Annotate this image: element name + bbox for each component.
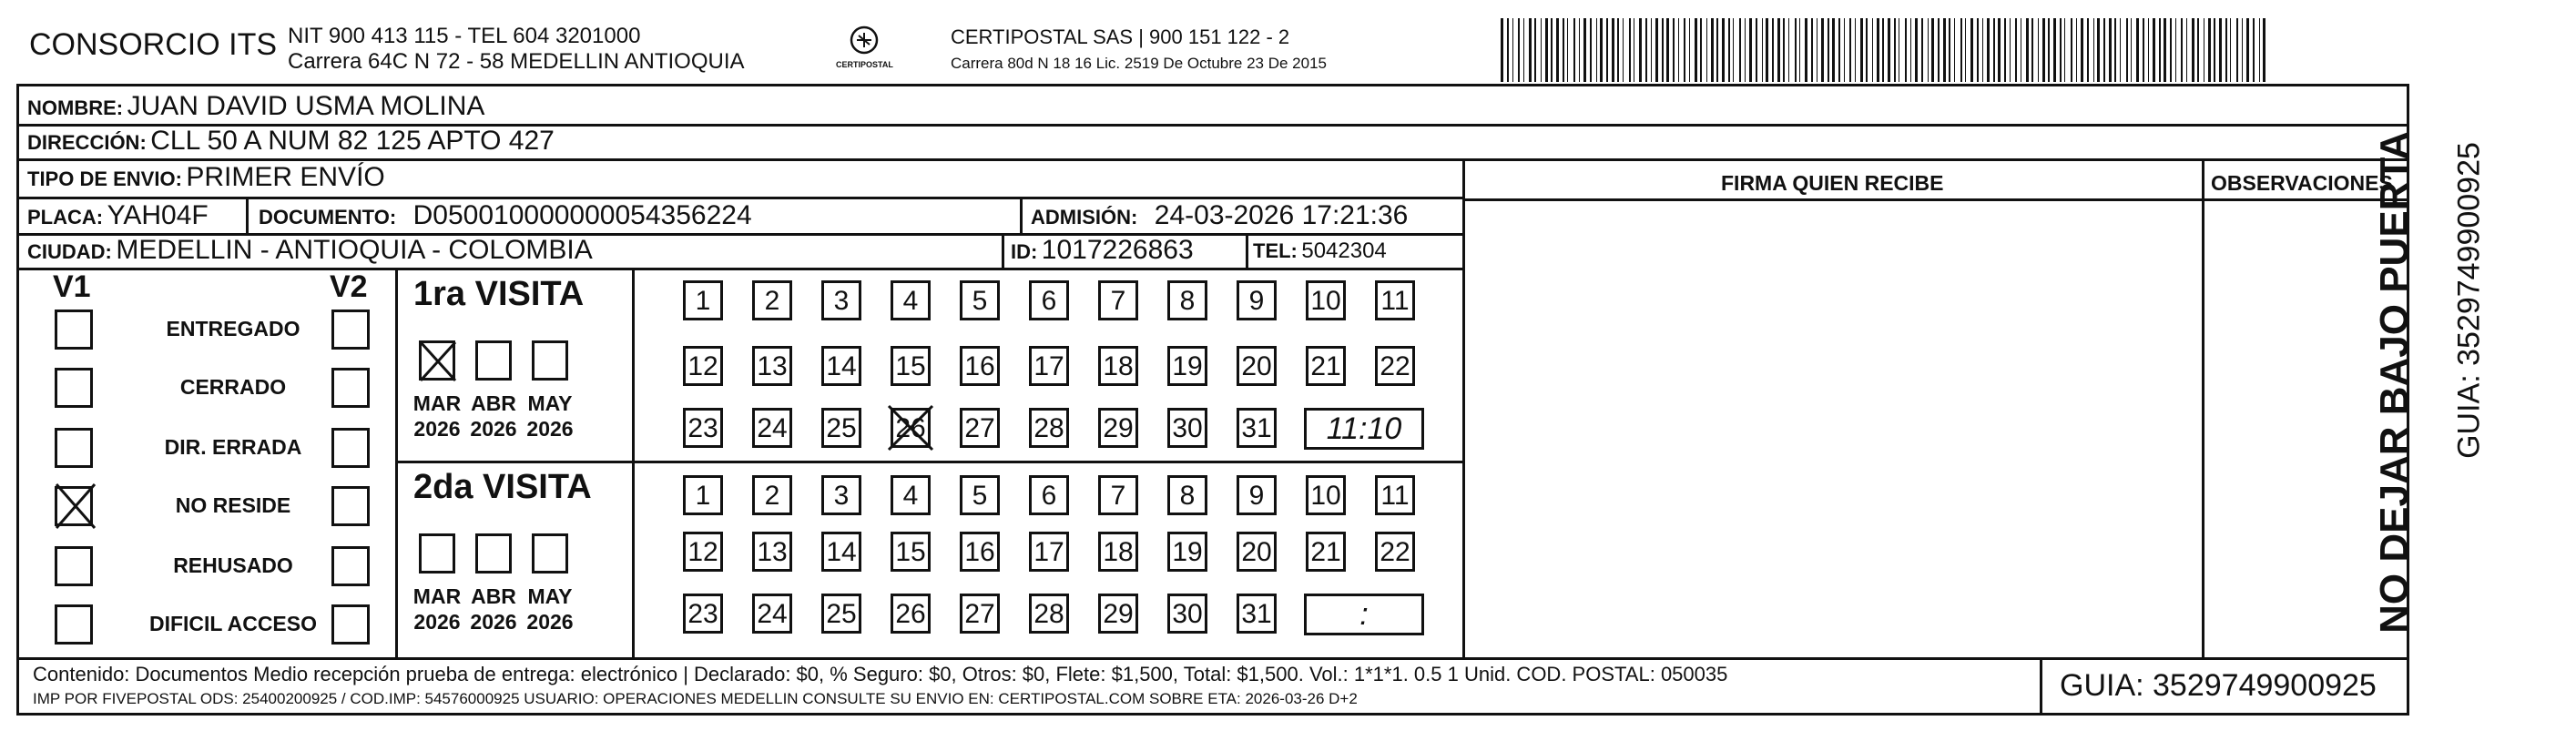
barcode-bar	[2126, 18, 2128, 82]
visit2-month-year: 2026	[470, 610, 517, 634]
barcode-bar	[1623, 18, 1624, 82]
visit1-day-30[interactable]: 30	[1167, 408, 1207, 448]
barcode-bar	[2259, 18, 2260, 82]
footer-line2: IMP POR FIVEPOSTAL ODS: 25400200925 / COD.IMP: 54576000925 USUARIO: OPERACIONES MEDELLIN CONSULTE SU ENVIO EN: CERTIPOSTAL.COM SOBRE ETA: 2026-03-26 D+2	[33, 690, 1358, 707]
barcode-bar	[2131, 18, 2132, 82]
barcode-bar	[2214, 18, 2215, 82]
status-v1-checkbox[interactable]	[55, 428, 93, 468]
tel-row	[1253, 239, 1387, 264]
status-v2-checkbox[interactable]	[331, 604, 370, 645]
barcode-bar	[1678, 18, 1679, 82]
visit2-day-30[interactable]: 30	[1167, 594, 1207, 634]
visit2-day-18[interactable]: 18	[1098, 532, 1138, 572]
visit2-day-16[interactable]: 16	[960, 532, 1000, 572]
visit1-day-20[interactable]: 20	[1237, 346, 1277, 386]
visit1-day-25[interactable]: 25	[821, 408, 861, 448]
visit1-day-13[interactable]: 13	[752, 346, 792, 386]
visit2-day-27[interactable]: 27	[960, 594, 1000, 634]
barcode-bar	[2076, 18, 2077, 82]
barcode-bar	[1910, 18, 1911, 82]
visit1-month-label: MAY	[527, 391, 573, 415]
ciudad-value: MEDELLIN - ANTIOQUIA - COLOMBIA	[116, 235, 593, 265]
visit2-day-13[interactable]: 13	[752, 532, 792, 572]
placa-row	[27, 200, 209, 231]
barcode-bar	[1617, 18, 1619, 82]
barcode-bar	[2242, 18, 2243, 82]
visit1-day-8[interactable]: 8	[1167, 280, 1207, 320]
barcode-bar	[2015, 18, 2017, 82]
visit1-month-year: 2026	[413, 417, 461, 441]
barcode-bar	[2053, 18, 2056, 82]
barcode-bar	[1766, 18, 1768, 82]
visit1-month-checkbox[interactable]	[532, 340, 568, 381]
visit1-day-14[interactable]: 14	[821, 346, 861, 386]
barcode-bar	[2103, 18, 2105, 82]
barcode-bar	[1556, 18, 1559, 82]
visit1-day-16[interactable]: 16	[960, 346, 1000, 386]
visit2-day-6[interactable]: 6	[1029, 475, 1069, 515]
visit2-day-14[interactable]: 14	[821, 532, 861, 572]
barcode-bar	[2042, 18, 2045, 82]
barcode-bar	[1915, 18, 1918, 82]
barcode-bar	[2181, 18, 2183, 82]
visit2-day-4[interactable]: 4	[891, 475, 931, 515]
barcode-bar	[1799, 18, 1800, 82]
visit2-time-box[interactable]: :	[1304, 594, 1424, 635]
visit2-day-5[interactable]: 5	[960, 475, 1000, 515]
visit2-day-31[interactable]: 31	[1237, 594, 1277, 634]
company-line2: Carrera 64C N 72 - 58 MEDELLIN ANTIOQUIA	[288, 49, 745, 74]
nombre-value: JUAN DAVID USMA MOLINA	[127, 91, 485, 121]
visit1-day-23[interactable]: 23	[683, 408, 723, 448]
barcode-bar	[1894, 18, 1896, 82]
tipo-row	[27, 162, 385, 193]
visit2-day-15[interactable]: 15	[891, 532, 931, 572]
barcode-bar	[1512, 18, 1513, 82]
barcode-bar	[1573, 18, 1575, 82]
visit1-month-year: 2026	[470, 417, 517, 441]
admision-label: ADMISIÓN:	[1031, 206, 1138, 228]
barcode-bar	[1563, 18, 1564, 82]
barcode-bar	[1795, 18, 1797, 82]
documento-value: D050010000000054356224	[412, 200, 752, 230]
visit1-day-28[interactable]: 28	[1029, 408, 1069, 448]
ciudad-row	[27, 235, 593, 266]
barcode-bar	[1998, 18, 2001, 82]
barcode-bar	[1529, 18, 1532, 82]
status-label: CERRADO	[179, 375, 287, 399]
v2-header: V2	[330, 269, 368, 304]
direccion-row	[27, 126, 555, 157]
barcode-bar	[2230, 18, 2231, 82]
signature-area[interactable]	[1466, 202, 2200, 655]
visit2-day-23[interactable]: 23	[683, 594, 723, 634]
admision-row	[1031, 200, 1408, 231]
tel-label: TEL:	[1253, 239, 1298, 262]
visit2-day-21[interactable]: 21	[1306, 532, 1346, 572]
barcode-bar	[1745, 18, 1746, 82]
barcode-bar	[1551, 18, 1553, 82]
visit1-day-19[interactable]: 19	[1167, 346, 1207, 386]
side-warning: NO DEJAR BAJO PUERTA	[2372, 131, 2417, 634]
barcode-bar	[1783, 18, 1785, 82]
visit1-month-label: MAR	[412, 391, 462, 415]
barcode-bar	[1855, 18, 1856, 82]
visit2-day-10[interactable]: 10	[1306, 475, 1346, 515]
barcode-bar	[1982, 18, 1983, 82]
visit2-title: 2da VISITA	[413, 468, 592, 506]
visit2-day-9[interactable]: 9	[1237, 475, 1277, 515]
barcode-bar	[1629, 18, 1631, 82]
barcode-bar	[1811, 18, 1813, 82]
visit2-month-year: 2026	[526, 610, 574, 634]
status-v1-checkbox[interactable]	[55, 604, 93, 645]
barcode-bar	[1954, 18, 1955, 82]
barcode-bar	[2153, 18, 2155, 82]
visit1-day-24[interactable]: 24	[752, 408, 792, 448]
visit2-day-22[interactable]: 22	[1375, 532, 1415, 572]
barcode-bar	[1943, 18, 1946, 82]
visit2-day-3[interactable]: 3	[821, 475, 861, 515]
barcode-bar	[1970, 18, 1973, 82]
carrier-line1: CERTIPOSTAL SAS | 900 151 122 - 2	[951, 25, 1290, 48]
barcode-bar	[2109, 18, 2112, 82]
id-row	[1011, 235, 1194, 266]
visit2-day-17[interactable]: 17	[1029, 532, 1069, 572]
barcode-bar	[1645, 18, 1647, 82]
barcode-bar	[2010, 18, 2011, 82]
visit1-day-3[interactable]: 3	[821, 280, 861, 320]
barcode-bar	[2031, 18, 2033, 82]
direccion-value: CLL 50 A NUM 82 125 APTO 427	[150, 126, 555, 156]
visit1-time-box[interactable]: 11:10	[1304, 408, 1424, 450]
visit2-day-19[interactable]: 19	[1167, 532, 1207, 572]
tipo-label: TIPO DE ENVIO:	[27, 167, 182, 190]
barcode-bar	[1832, 18, 1835, 82]
barcode-bar	[1733, 18, 1734, 82]
barcode-bar	[1987, 18, 1990, 82]
visit1-day-9[interactable]: 9	[1237, 280, 1277, 320]
barcode-bar	[1965, 18, 1966, 82]
barcode-bar	[1689, 18, 1690, 82]
barcode-bar	[1888, 18, 1890, 82]
barcode-bar	[1739, 18, 1741, 82]
barcode-bar	[1606, 18, 1608, 82]
barcode-bar	[2114, 18, 2116, 82]
barcode-bar	[2048, 18, 2050, 82]
id-value: 1017226863	[1041, 235, 1194, 265]
visit1-day-22[interactable]: 22	[1375, 346, 1415, 386]
visit2-day-20[interactable]: 20	[1237, 532, 1277, 572]
barcode-bar	[1706, 18, 1707, 82]
visit1-day-18[interactable]: 18	[1098, 346, 1138, 386]
tipo-value: PRIMER ENVÍO	[186, 162, 385, 192]
barcode-bar	[1993, 18, 1995, 82]
visit2-month-label: MAY	[527, 584, 573, 608]
status-v2-checkbox[interactable]	[331, 368, 370, 408]
barcode-bar	[1711, 18, 1714, 82]
barcode-bar	[1821, 18, 1824, 82]
barcode-bar	[2064, 18, 2065, 82]
visit1-day-15[interactable]: 15	[891, 346, 931, 386]
barcode-bar	[1905, 18, 1907, 82]
visit1-day-27[interactable]: 27	[960, 408, 1000, 448]
barcode-bar	[1749, 18, 1752, 82]
barcode-bar	[1695, 18, 1697, 82]
visit2-month-checkbox[interactable]	[475, 533, 512, 574]
barcode-bar	[2225, 18, 2227, 82]
barcode-bar	[2148, 18, 2149, 82]
v1-header: V1	[53, 269, 91, 304]
barcode-bar	[2263, 18, 2265, 82]
visit1-month-checkbox[interactable]	[475, 340, 512, 381]
visit2-day-26[interactable]: 26	[891, 594, 931, 634]
footer-line1: Contenido: Documentos Medio recepción prueba de entrega: electrónico | Declarado: $0, % Seguro: $0, Otros: $0, Flete: $1,500, Total: $1,500. Vol.: 1*1*1. 0.5 1 Unid. COD. POSTAL: 050035	[33, 663, 1728, 685]
barcode-bar	[1612, 18, 1614, 82]
visit2-day-1[interactable]: 1	[683, 475, 723, 515]
barcode-bar	[1567, 18, 1568, 82]
barcode-bar	[1541, 18, 1542, 82]
barcode-bar	[1716, 18, 1718, 82]
barcode-bar	[1684, 18, 1685, 82]
barcode-bar	[1579, 18, 1580, 82]
barcode-bar	[1590, 18, 1592, 82]
tel-value: 5042304	[1301, 239, 1387, 263]
visit1-day-31[interactable]: 31	[1237, 408, 1277, 448]
barcode-bar	[2159, 18, 2161, 82]
barcode-bar	[1872, 18, 1873, 82]
barcode-bar	[1507, 18, 1509, 82]
visit2-day-11[interactable]: 11	[1375, 475, 1415, 515]
barcode-bar	[2087, 18, 2089, 82]
barcode-bar	[1960, 18, 1962, 82]
barcode-bar	[1928, 18, 1929, 82]
barcode-bar	[2026, 18, 2029, 82]
visit1-day-10[interactable]: 10	[1306, 280, 1346, 320]
barcode-bar	[1722, 18, 1725, 82]
certipostal-logo-icon	[832, 20, 896, 75]
nombre-row	[27, 91, 484, 122]
visit1-day-1[interactable]: 1	[683, 280, 723, 320]
barcode-bar	[2071, 18, 2072, 82]
barcode-bar	[1882, 18, 1884, 82]
barcode-bar	[1762, 18, 1763, 82]
barcode-bar	[2208, 18, 2211, 82]
nombre-label: NOMBRE:	[27, 96, 124, 119]
barcode-bar	[1860, 18, 1863, 82]
documento-row	[259, 200, 752, 231]
barcode	[1501, 18, 2275, 82]
visit1-title: 1ra VISITA	[413, 275, 585, 313]
barcode-bar	[1518, 18, 1520, 82]
firma-header: FIRMA QUIEN RECIBE	[1721, 171, 1944, 195]
status-v1-checkbox[interactable]	[55, 546, 93, 586]
direccion-label: DIRECCIÓN:	[27, 131, 147, 154]
visit2-day-25[interactable]: 25	[821, 594, 861, 634]
barcode-bar	[1728, 18, 1730, 82]
barcode-bar	[2236, 18, 2238, 82]
barcode-bar	[1877, 18, 1879, 82]
status-v1-checkbox[interactable]	[55, 368, 93, 408]
barcode-bar	[2093, 18, 2094, 82]
barcode-bar	[2219, 18, 2222, 82]
visit1-day-5[interactable]: 5	[960, 280, 1000, 320]
ciudad-label: CIUDAD:	[27, 240, 112, 263]
barcode-bar	[2175, 18, 2176, 82]
company-name: CONSORCIO ITS	[29, 27, 278, 62]
admision-value: 24-03-2026 17:21:36	[1154, 200, 1409, 230]
barcode-bar	[1866, 18, 1868, 82]
barcode-bar	[1673, 18, 1675, 82]
barcode-bar	[2060, 18, 2062, 82]
barcode-bar	[1523, 18, 1524, 82]
status-v1-x-mark	[53, 481, 98, 532]
barcode-bar	[2253, 18, 2255, 82]
barcode-bar	[1583, 18, 1586, 82]
visit1-day-12[interactable]: 12	[683, 346, 723, 386]
barcode-bar	[1921, 18, 1923, 82]
visit1-month-year: 2026	[526, 417, 574, 441]
visit1-day-4[interactable]: 4	[891, 280, 931, 320]
placa-label: PLACA:	[27, 206, 104, 228]
status-label: DIFICIL ACCESO	[148, 612, 318, 635]
barcode-bar	[1666, 18, 1669, 82]
status-label: NO RESIDE	[175, 493, 291, 517]
observaciones-header: OBSERVACIONES	[2211, 171, 2393, 195]
visit2-month-checkbox[interactable]	[419, 533, 455, 574]
id-label: ID:	[1011, 240, 1038, 263]
logo-text: CERTIPOSTAL	[836, 60, 893, 69]
visit1-day-17[interactable]: 17	[1029, 346, 1069, 386]
barcode-bar	[2120, 18, 2121, 82]
barcode-bar	[1828, 18, 1829, 82]
barcode-bar	[2186, 18, 2187, 82]
barcode-bar	[1501, 18, 1503, 82]
visit2-month-label: ABR	[471, 584, 516, 608]
barcode-bar	[1805, 18, 1807, 82]
visit2-month-label: MAR	[412, 584, 462, 608]
barcode-bar	[2170, 18, 2172, 82]
status-label: DIR. ERRADA	[164, 435, 302, 459]
barcode-bar	[1596, 18, 1597, 82]
barcode-bar	[1788, 18, 1789, 82]
barcode-bar	[1651, 18, 1652, 82]
carrier-line2: Carrera 80d N 18 16 Lic. 2519 De Octubre 23 De 2015	[951, 55, 1327, 72]
visit1-day-2[interactable]: 2	[752, 280, 792, 320]
barcode-bar	[1639, 18, 1642, 82]
visit2-day-2[interactable]: 2	[752, 475, 792, 515]
barcode-bar	[1849, 18, 1851, 82]
status-v2-checkbox[interactable]	[331, 428, 370, 468]
visit1-day-29[interactable]: 29	[1098, 408, 1138, 448]
barcode-bar	[1777, 18, 1780, 82]
status-v2-checkbox[interactable]	[331, 486, 370, 526]
barcode-bar	[1772, 18, 1774, 82]
barcode-bar	[1600, 18, 1603, 82]
status-label: ENTREGADO	[166, 317, 300, 340]
visit2-day-7[interactable]: 7	[1098, 475, 1138, 515]
barcode-bar	[1844, 18, 1845, 82]
visit1-day-7[interactable]: 7	[1098, 280, 1138, 320]
visit1-day-x-mark	[885, 402, 936, 453]
barcode-bar	[2197, 18, 2199, 82]
barcode-bar	[2143, 18, 2144, 82]
barcode-bar	[1938, 18, 1940, 82]
status-v2-checkbox[interactable]	[331, 310, 370, 350]
visit2-day-12[interactable]: 12	[683, 532, 723, 572]
barcode-bar	[1949, 18, 1950, 82]
barcode-bar	[2097, 18, 2100, 82]
side-guia: GUIA: 3529749900925	[2451, 142, 2487, 459]
visit2-month-year: 2026	[413, 610, 461, 634]
barcode-bar	[2192, 18, 2194, 82]
visit1-day-26[interactable]: 26	[891, 408, 931, 448]
visit1-day-11[interactable]: 11	[1375, 280, 1415, 320]
barcode-bar	[1545, 18, 1548, 82]
visit2-day-8[interactable]: 8	[1167, 475, 1207, 515]
footer-guia: GUIA: 3529749900925	[2060, 668, 2377, 703]
barcode-bar	[2038, 18, 2039, 82]
documento-label: DOCUMENTO:	[259, 206, 397, 228]
status-v1-checkbox[interactable]	[55, 310, 93, 350]
visit2-day-29[interactable]: 29	[1098, 594, 1138, 634]
barcode-bar	[1931, 18, 1934, 82]
visit1-month-x-mark	[417, 339, 459, 384]
barcode-bar	[1700, 18, 1702, 82]
visit2-day-28[interactable]: 28	[1029, 594, 1069, 634]
barcode-bar	[1534, 18, 1536, 82]
barcode-bar	[2004, 18, 2006, 82]
visit1-day-21[interactable]: 21	[1306, 346, 1346, 386]
placa-value: YAH04F	[107, 200, 209, 230]
barcode-bar	[1655, 18, 1658, 82]
visit2-month-checkbox[interactable]	[532, 533, 568, 574]
barcode-bar	[1838, 18, 1840, 82]
visit2-day-24[interactable]: 24	[752, 594, 792, 634]
company-line1: NIT 900 413 115 - TEL 604 3201000	[288, 24, 641, 48]
barcode-bar	[2164, 18, 2166, 82]
barcode-bar	[2081, 18, 2083, 82]
barcode-bar	[2136, 18, 2139, 82]
barcode-bar	[2246, 18, 2249, 82]
status-v2-checkbox[interactable]	[331, 546, 370, 586]
barcode-bar	[1977, 18, 1979, 82]
visit1-day-6[interactable]: 6	[1029, 280, 1069, 320]
barcode-bar	[1756, 18, 1757, 82]
barcode-bar	[1662, 18, 1664, 82]
status-label: REHUSADO	[173, 553, 293, 577]
visit1-month-label: ABR	[471, 391, 516, 415]
